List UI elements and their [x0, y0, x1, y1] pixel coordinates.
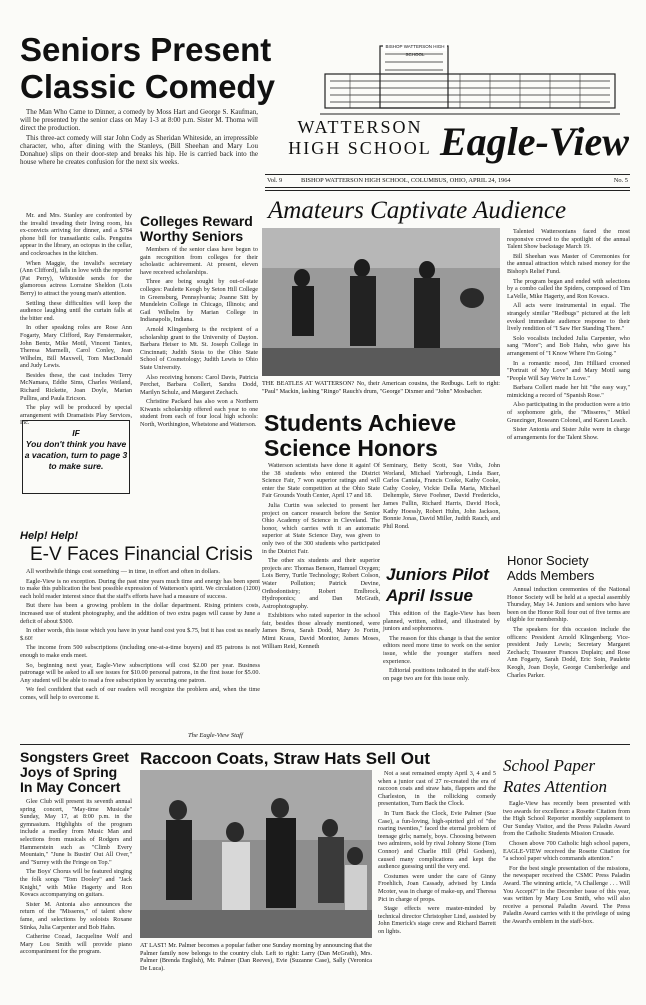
juniors-headline-1: Juniors Pilot [386, 565, 489, 584]
colleges-p2: Three are being sought by out-of-state colleges: Paulette Keogh by Seton Hill College in Greensburg, Pennsylvania; Joanne Sitt by Mundelein College in Chicago, Illinois; and Gail Wilhelm by Marian College in Indianapolis, Indiana. [140, 278, 258, 324]
students-p3: The other six students and their superior projects are: Thomas Benson, Hamuel Oxygen; Lois Berry, Turtle Technology; Robert Colson, Water Pollution; Patrick Devine, Orthodontistry; Robert Emlbrock, Hydroponics; and Dan McGrath, Astrophotography. [262, 557, 380, 610]
vacation-box-line3: a vacation, turn to page 3 [24, 450, 128, 460]
vacation-box-line1: IF [72, 428, 80, 438]
students-p1: Watterson scientists have done it again! Of the 38 students who entered the District Science Fair, 7 won superior ratings and will enter the State competition at the Ohio State Fair Grounds Youth Center, April 17 and 18. [262, 462, 380, 500]
raccoon-p2: In Turn Back the Clock, Evie Palmer (Sue Case), a fun-loving, high-spirited girl of "the roaring twenties," faced the eternal problem of teenage girls; namely, boys. Choosing between two admirers, sold by rival Johnny Stone (Tom Connor) and Charlie Hill (Phil Godsen), caused many complications and kept the audience guessing until the very end. [378, 809, 496, 871]
beatles-caption: THE BEATLES AT WATTERSON? No, their American cousins, the Redbugs. Left to right: "Paul" Mackin, lashing "Ringo" Rauch's drum, "George" Dixmer and "John" Mosbacher. [262, 380, 500, 395]
amateurs-p2: Bill Sheehan was Master of Ceremonies for the annual attraction which raised money for the Bishop's Relief Fund. [507, 252, 630, 275]
financial-p6: So, beginning next year, Eagle-View subscriptions will cost $2.00 per year. Business patronage will be asked to all see issues for $10.00 personal patrons, in the first issue for $5.00. Any student will be able to read a free subscription by securing one patron. [20, 661, 260, 684]
seniors-headline-2: Classic Comedy [20, 68, 275, 105]
play-photo-figures [140, 770, 372, 938]
financial-p5: The income from 500 subscriptions (including one-at-a-time buyers) and 85 patrons is not enough to make ends meet. [20, 644, 260, 659]
amateurs-rule [265, 190, 630, 191]
play-caption: AT LAST! Mr. Palmer becomes a popular father one Sunday morning by announcing that the Palmer family now belongs to the country club. Left to right: Larry (Dan McGrath), Mrs. Palmer (Brenda English), Mr. Palmer (Dan Reeves), Evie (Suzanne Case), Sally (Veronica De Luca). [140, 942, 372, 972]
school-building-illustration [320, 26, 620, 121]
financial-signature: The Eagle-View Staff [188, 732, 243, 739]
students-column-1 [262, 462, 380, 738]
students-headline-2: Science Honors [264, 435, 438, 461]
financial-headline: E-V Faces Financial Crisis [30, 544, 253, 565]
seniors-p4: In other speaking roles are Rose Ann Fogarty, Mary Clifford, Ray Fenstermaker, John Bentz, Mike Motil, Vincent Tantex, Theresa Marmelli, Carol Conley, Jean Wilhelm, Bill Maxwell, Tom MacDonald and Judy Lewis. [20, 324, 132, 370]
amateurs-p9: Sister Antonia and Sister Julie were in charge of arrangements for the Talent Show. [507, 426, 630, 441]
dateline-rule-bottom [265, 187, 630, 188]
seniors-lead-p2: This three-act comedy will star John Cody as Sheridan Whiteside, an irrepressible character, who, after dining with the Stanleys, (Bill Sheehan and Mary Lou Donahue) slips on their door-step and breaks his hip. He is carried back into the house where he creates confusion for the next six weeks. [20, 134, 258, 166]
songsters-p1: Glee Club will present its seventh annual spring concert, "May-time Musicale" Sunday, May 17, at 8:00 p.m. in the gymnasium. Highlights of the program include a medley from Music Man and selections from musicals of Rodgers and Hammerstein such as "Climb Every Mountain," "June Is Bustin' Out All Over," and "Surrey with the Fringe on Top." [20, 798, 132, 866]
seniors-p6: The play will be produced by special arrangement with Dramatists Play Services, Inc. [20, 404, 132, 427]
amateurs-p7: Barbara Collert made her hit "the easy way," mimicking a record of "Spanish Rose." [507, 384, 630, 399]
amateurs-p3: The program began and ended with selections by a combo called the Spiders, composed of Tim LaVelle, Mike Hagerty, and Ron Kovacs. [507, 277, 630, 300]
students-headline-1: Students Achieve [264, 410, 457, 436]
vacation-box-line2: You don't think you have [25, 439, 127, 449]
songsters-p3: Sister M. Antonia also announces the return of the "Misseres," of talent show fame, and selections by soloists Roxane Stinka, Julia Carpenter and Bob Hahn. [20, 900, 132, 931]
students-p4: Exhibitors who rated superior in the school fair, besides those already mentioned, were James Bova, Sarah Dodd, Mary Jo Fortin, Mimi Kraus, David Monitor, James Moses, William Reid, Kenneth [262, 612, 380, 650]
colleges-headline-1: Colleges Reward [140, 213, 253, 229]
seniors-headline-1: Seniors Present [20, 31, 272, 68]
seniors-lead [20, 108, 258, 210]
songsters-p4: Catherine Cozad, Jacqueline Wolf and Mary Lou Smith will provide piano accompaniment for the program. [20, 933, 132, 956]
volume-number: Vol. 9 [267, 177, 283, 184]
school-paper-p2: Chosen above 700 Catholic high school papers, EAGLE-VIEW received the Rosette Citation for "a school paper which commands attention." [503, 839, 630, 863]
songsters-headline-1: Songsters Greet [20, 749, 129, 765]
school-paper-p3: For the best single presentation of the missions, the newspaper received the CSMC Press Paladin Award. The winning article, "A Challenge . . . Will You Accept?" in the December issue of this year, was written by Mary Lou Smith, who will also receive a personal Paladin Award. The Press Paladin Award carries with it the privilege of using the Award's emblem in the staff-box. [503, 864, 630, 925]
school-paper-headline-2: Rates Attention [503, 777, 608, 796]
songsters-column [20, 798, 132, 998]
honor-p1: Annual induction ceremonies of the National Honor Society will be held at a special assembly Thursday, May 14. Juniors and seniors who have been on the Honor Roll four out of five terms are eligible for membership. [507, 586, 630, 624]
songsters-p2: The Boys' Chorus will be featured singing the folk songs "Tom Dooley" and "Jack Knight," with Mike Hagerty and Ron Kovacs accompanying on guitars. [20, 868, 132, 899]
amateurs-p8: Also participating in the production were a trio of sophomore girls, the "Misseres," Mikel Gruezinger, Roseann Colonel, and Karen Leach. [507, 401, 630, 424]
financial-p2: Eagle-View is no exception. During the past nine years much time and energy has been spent to make this publication the best possible expression of Watterson's spirit. We circulation (1200) each hold reader interest since that the staff's efforts have had a measure of success. [20, 577, 260, 600]
juniors-p3: Editorial positions indicated in the staff-box on page two are for this issue only. [383, 667, 500, 682]
honor-headline-2: Adds Members [507, 568, 595, 583]
colleges-headline-2: Worthy Seniors [140, 228, 244, 244]
vacation-box [22, 420, 130, 494]
financial-p3: But there has been a growing problem in the dollar department. Rising printers costs, increased use of student photography, and the addition of two extra pages will cause by June a deficit of about $300. [20, 602, 260, 625]
amateurs-p1: Talented Wattersonians faced the most responsive crowd to the spotlight of the annual Talent Show backstage March 19. [507, 228, 630, 251]
juniors-headline-2: April Issue [386, 586, 473, 605]
financial-text [20, 568, 260, 732]
amateurs-p6: In a romantic mood, Jim Hilliard crooned "Portrait of My Love" and Mary Motil sang "People Will Say We're In Love." [507, 359, 630, 382]
juniors-p2: The reason for this change is that the senior editors need more time to work on the senior issue, while the younger staffers need experience. [383, 634, 500, 665]
juniors-p1: This edition of the Eagle-View has been planned, written, edited, and illustrated by juniors and sophomores. [383, 610, 500, 633]
raccoon-column [378, 770, 496, 1000]
masthead [265, 22, 630, 172]
raccoon-headline: Raccoon Coats, Straw Hats Sell Out [140, 749, 431, 768]
amateurs-column [507, 228, 630, 534]
school-name-bottom: HIGH SCHOOL [288, 138, 432, 158]
seniors-p3: Settling these difficulties will keep the audience laughing until the curtain falls at the bitter end. [20, 299, 132, 322]
section-rule-lower [20, 744, 630, 745]
dateline-rule-top [265, 174, 630, 175]
colleges-column [140, 246, 258, 524]
amateurs-headline: Amateurs Captivate Audience [268, 197, 567, 224]
beatles-photo [262, 228, 500, 376]
seniors-p5: Besides these, the cast includes Terry McNamara, Eddie Sims, Charles Weiland, Richard Rickette, Joan Doyle, Marian Pullins, and Paula Ericson. [20, 371, 132, 402]
school-paper-headline-1: School Paper [503, 756, 596, 775]
date-line-text: BISHOP WATTERSON HIGH SCHOOL, COLUMBUS, OHIO, APRIL 24, 1964 [301, 177, 511, 184]
financial-kicker: Help! Help! [20, 530, 79, 542]
school-paper-p1: Eagle-View has recently been presented with two awards for excellence: a Rosette Citation from the High School Reporter monthly supplement to Our Sunday Visitor, and the Press Paladin Award from the Catholic Students Mission Crusade. [503, 800, 630, 838]
colleges-p4: Also receiving honors: Carol Davis, Patricia Perchet, Barbara Collert, Sandra Dodd, Marilyn Schulz, and Margaret Zechach. [140, 373, 258, 396]
issue-number: No. 5 [613, 177, 628, 184]
band-photo-figures [262, 228, 500, 376]
students-p2: Julia Curtin was selected to present her project on cancer research before the Senior Ohio Academy of Science in Cleveland. The honor, which carries with it an automatic superior at State Science Day, was given to only two of the 300 students who participated in the District Fair. [262, 501, 380, 555]
raccoon-p4: Stage effects were master-minded by technical director Christopher Lind, assisted by John Emerick's stage crew and Richard Barrett on lights. [378, 905, 496, 935]
juniors-column [383, 610, 500, 738]
paper-name: Eagle-View [440, 119, 629, 164]
raccoon-p1: Not a seat remained empty April 3, 4 and 5 when a junior cast of 27 re-created the era of raccoon coats and straw hats, flappers and the Charleston, in the rollicking comedy presentation, Turn Back the Clock. [378, 770, 496, 808]
honor-p2: The speakers for this occasion include the officers: President Arnold Klingenberg; Vice-president Judy Lewis; Secretary Margaret Zechach; Treasurer Frances Duplain; and Rose Ann Fogarty, Sarah Dodd, Eric Soin, Paulette Keogh, Joan Doyle, George Cumberledge and Charles Parker. [507, 625, 630, 679]
school-name-top: WATTERSON [297, 117, 423, 137]
seniors-column [20, 212, 132, 427]
building-sign: BISHOP WATTERSON HIGH SCHOOL [383, 43, 447, 51]
amateurs-p4: All acts were instrumental in equal. The strangely similar "Redbugs" pictured at the left evoked immediate audience response to their lively rendition of "I Saw Her Standing There." [507, 302, 630, 333]
students-column-2 [383, 462, 500, 538]
amateurs-p5: Solo vocalists included Julia Carpenter, who sang "More"; and Bob Hahn, who gave his arrangement of "I Know Where I'm Going." [507, 334, 630, 357]
raccoon-p3: Costumes were under the care of Ginny Froehlich, Joan Cassady, advised by Linda Mcoter, was in charge of make-up, and Theresa Pici in charge of props. [378, 872, 496, 903]
colleges-p1: Members of the senior class have begun to gain recognition from colleges for their scholastic achievement. At present, eleven have received scholarships. [140, 246, 258, 276]
financial-p1: All worthwhile things cost something — in time, in effort and often in dollars. [26, 568, 220, 575]
colleges-p5: Christine Packard has also won a Northern Kiwanis scholarship offered each year to one student from each of four local high schools: North, Worthington, Whetstone and Watterson. [140, 398, 258, 429]
school-paper-column [503, 800, 630, 1000]
vacation-box-line4: to make sure. [48, 461, 104, 471]
honor-headline-1: Honor Society [507, 553, 589, 568]
honor-column [507, 586, 630, 736]
seniors-p2: When Maggie, the invalid's secretary (Ann Clifford), falls in love with the reporter (Pat Perry), Whiteside sends for the glamorous actress Lorraine Sheldon (Lois Berry) to attract the young man's attention. [20, 259, 132, 297]
dateline [265, 176, 630, 186]
seniors-lead-p1: The Man Who Came to Dinner, a comedy by Moss Hart and George S. Kaufman, will be presented by the senior class on May 1-3 at 8:00 p.m. Sister M. Thoma will direct the production. [20, 108, 258, 132]
students-p5: Seminary, Betty Scott, Sue Vidis, John Worland, Michael Yarbrough, Linda Baer, Carlos Cantala, Francis Cooke, Kathy Cooke, Cathy Cooley, Vickie Della Maria, Michael Deltemple, Steve Foehner, David Fredericks, James Fullin, Richard Harris, David Hock, Kathy Hoessly, Robert Huhn, John Jackson, Bonnie Jonas, David Miller, Judith Rauch, and Phil Rond. [383, 462, 500, 530]
financial-p7: We feel confident that each of our readers will recognize the problem and, when the time comes, will help to overcome it. [20, 686, 260, 701]
songsters-headline-3: In May Concert [20, 779, 121, 795]
colleges-p3: Arnold Klingenberg is the recipient of a scholarship grant to the University of Dayton. Barbara Heiser to Mt. St. Joseph College in Cincinnati; Judith Stoia to the Ohio State School of Cosmetology; Judith Lewis to Ohio State University. [140, 325, 258, 371]
play-photo [140, 770, 372, 938]
financial-p4: In other words, this issue which you have in your hand cost you $.75, but it has cost us nearly $.60! [20, 627, 260, 642]
seniors-p1: Mr. and Mrs. Stanley are confronted by the invalid invading their living room, his ex-convicts arriving for dinner, and a $784 phone bill for transatlantic calls. Penguins appear in the library, an octopus in the cellar, and cockroaches in the kitchen. [20, 212, 132, 257]
songsters-headline-2: Joys of Spring [20, 764, 118, 780]
